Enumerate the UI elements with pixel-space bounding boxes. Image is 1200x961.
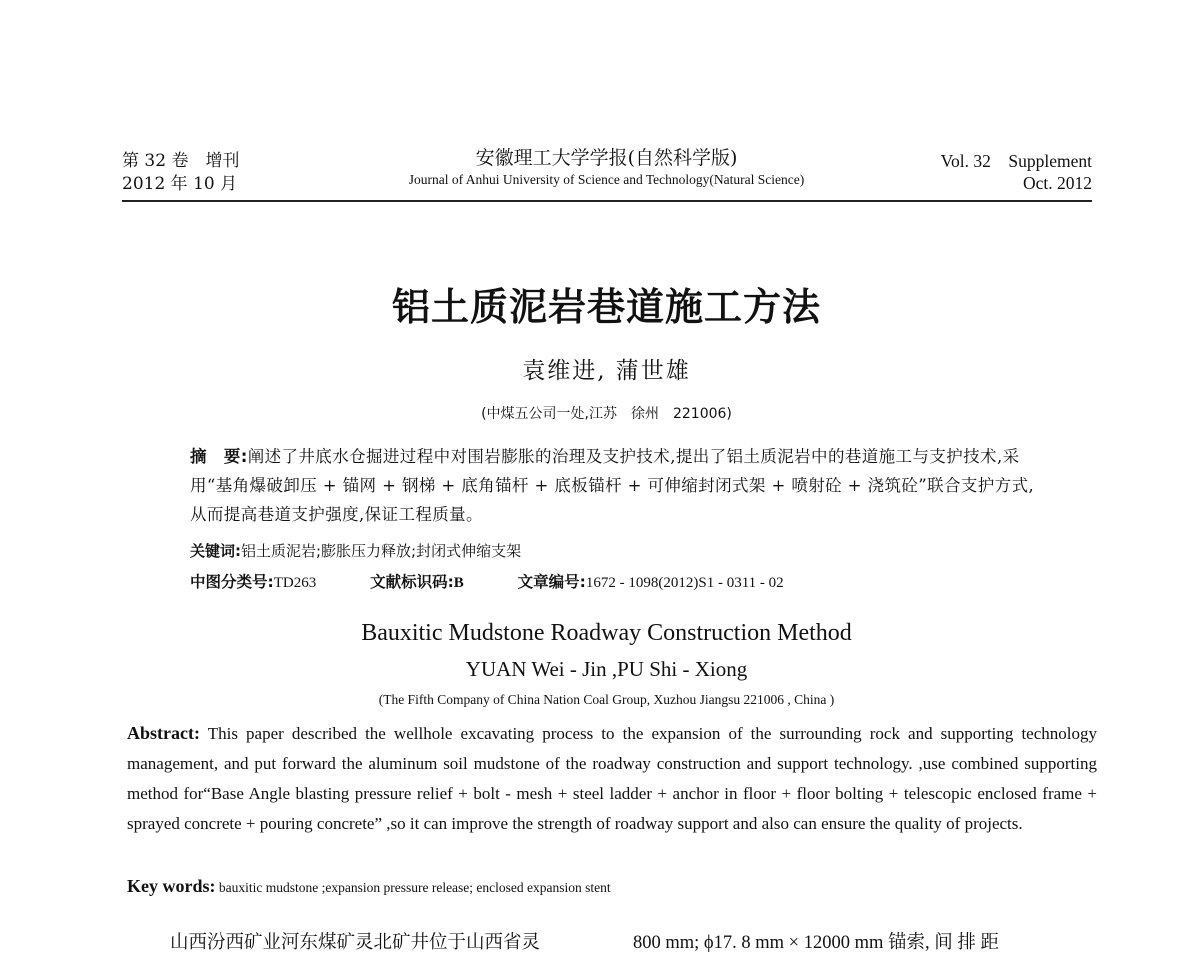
abstract-en-text: This paper described the wellhole excavating process to the expansion of the surrounding rock and supporting technology management, and put forward the aluminum soil mudstone of the roadway construction and support technology. ,use combined supporting method for“Base Angle blasting pressure relief + bolt - mesh + steel ladder + anchor in floor + floor bolting + telescopic enclosed frame + sprayed concrete + pouring concrete” ,so it can improve the strength of roadway support and also can ensure the quality of projects. <box>127 724 1097 833</box>
volume-cn: 第 32 卷 增刊 <box>122 151 240 171</box>
journal-volume-en <box>941 150 1092 194</box>
clc-label: 中图分类号: <box>190 573 274 591</box>
keywords-en-text: bauxitic mudstone ;expansion pressure release; enclosed expansion stent <box>215 880 611 895</box>
affiliation-en: (The Fifth Company of China Nation Coal Group, Xuzhou Jiangsu 221006 , China ) <box>378 692 835 707</box>
paper-title-cn: 铝土质泥岩巷道施工方法 <box>391 284 821 329</box>
abstract-cn-label: 摘 要: <box>190 447 248 466</box>
journal-name-en: Journal of Anhui University of Science and Technology(Natural Science) <box>408 172 805 187</box>
journal-name-cn: 安徽理工大学学报(自然科学版) <box>475 147 738 169</box>
abstract-en-label: Abstract: <box>127 723 200 743</box>
authors-en: YUAN Wei - Jin ,PU Shi - Xiong <box>465 657 748 681</box>
body-left-column: 山西汾西矿业河东煤矿灵北矿井位于山西省灵 <box>170 932 541 953</box>
header-rule <box>122 200 1092 202</box>
classification-line <box>190 570 784 592</box>
abstract-cn <box>190 442 1035 529</box>
paper-title-en: Bauxitic Mudstone Roadway Construction Method <box>361 620 852 646</box>
authors-cn: 袁维进, 蒲世雄 <box>522 358 691 384</box>
keywords-cn-text: 铝土质泥岩;膨胀压力释放;封闭式伸缩支架 <box>241 542 522 560</box>
keywords-en <box>127 876 611 897</box>
keywords-cn <box>190 540 521 561</box>
keywords-en-label: Key words: <box>127 876 216 896</box>
date-cn: 2012 年 10 月 <box>122 174 238 194</box>
affiliation-cn: (中煤五公司一处,江苏 徐州 221006) <box>481 406 732 422</box>
date-en: Oct. 2012 <box>1022 173 1092 193</box>
volume-en: Vol. 32 Supplement <box>940 151 1092 171</box>
article-no-value: 1672 - 1098(2012)S1 - 0311 - 02 <box>585 575 784 591</box>
abstract-cn-text: 阐述了井底水仓掘进过程中对围岩膨胀的治理及支护技术,提出了铝土质泥岩中的巷道施工与支护技术,采用“基角爆破卸压 + 锚网 + 钢梯 + 底角锚杆 + 底板锚杆 + 可伸缩封闭式架 + 喷射砼 + 浇筑砼”联合支护方式,从而提高巷道支护强度,保证工程质量。 <box>190 447 1035 524</box>
abstract-en <box>127 718 1097 839</box>
doc-code-value: B <box>453 575 464 591</box>
clc-value: TD263 <box>273 575 317 591</box>
article-no-label: 文章编号: <box>517 573 586 591</box>
doc-code-label: 文献标识码: <box>370 573 454 591</box>
keywords-cn-label: 关键词: <box>190 542 241 560</box>
body-right-column: 800 mm; ϕ17. 8 mm × 12000 mm 锚索, 间 排 距 <box>633 933 1000 953</box>
